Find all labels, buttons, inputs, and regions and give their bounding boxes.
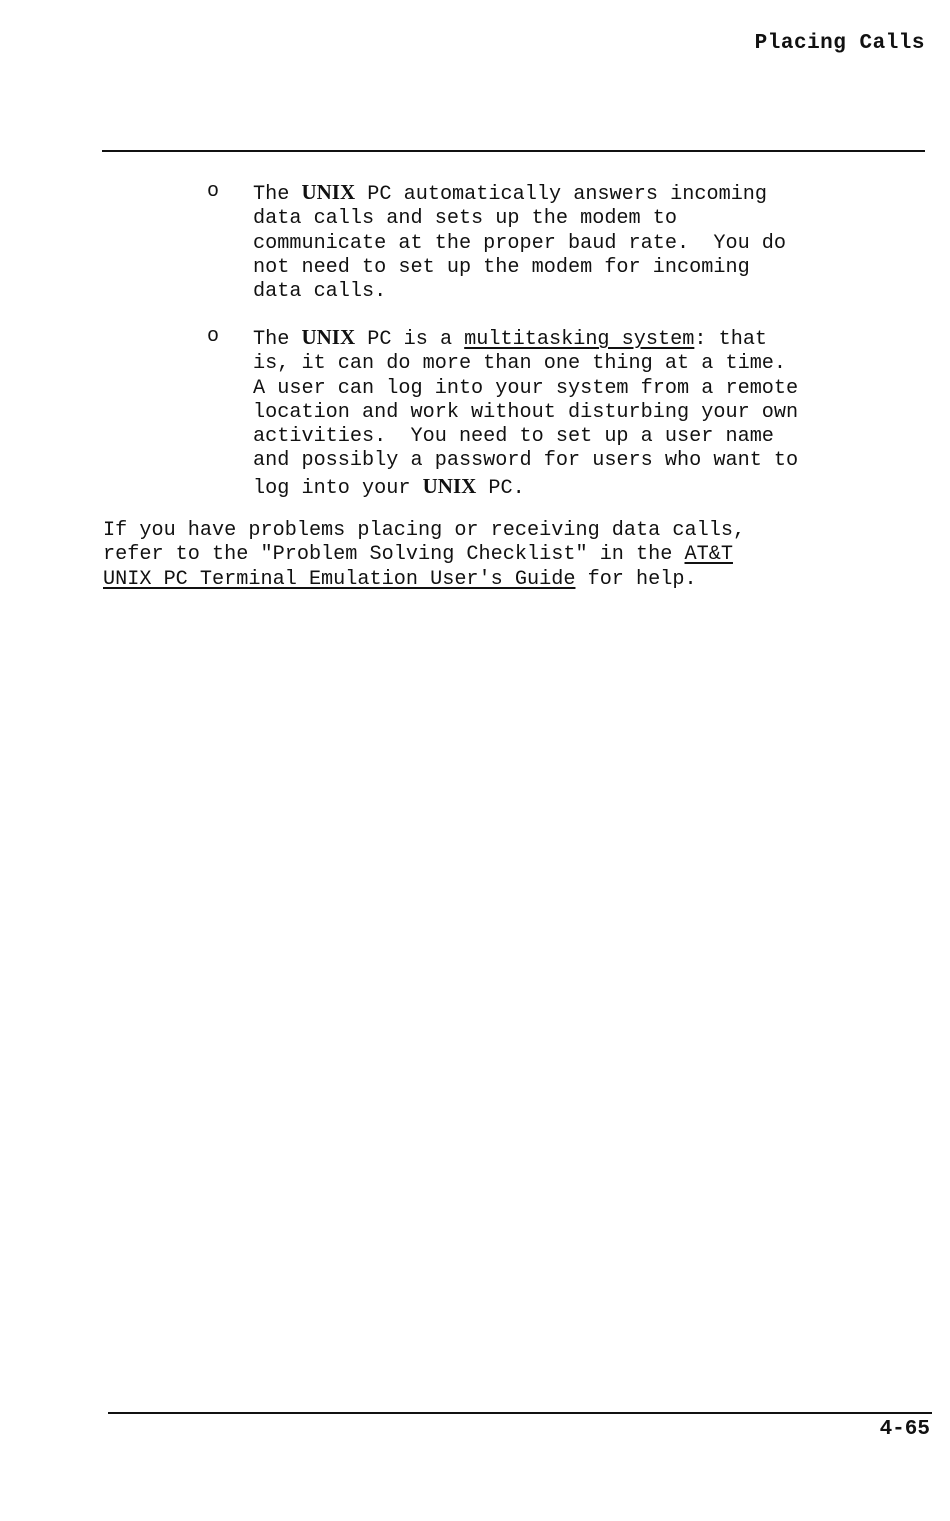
header-divider bbox=[102, 150, 925, 152]
unix-term: UNIX bbox=[422, 473, 477, 498]
multitasking-system-term: multitasking system bbox=[464, 328, 695, 351]
page-number: 4-65 bbox=[879, 1418, 930, 1441]
text-run: PC. bbox=[476, 476, 525, 500]
text-run: : that bbox=[694, 328, 768, 351]
text-run: The bbox=[253, 328, 302, 351]
unix-term: UNIX bbox=[301, 325, 356, 349]
bullet-paragraph-multitasking bbox=[253, 325, 933, 501]
text-run: The bbox=[253, 183, 302, 206]
unix-term: UNIX bbox=[301, 180, 356, 204]
footer-divider bbox=[108, 1412, 932, 1414]
page-header-title: Placing Calls bbox=[754, 32, 925, 55]
text-run: If you have problems placing or receiving data calls, refer to the "Problem Solving Checklist" in the bbox=[103, 519, 746, 567]
text-run: is, it can do more than one thing at a time. A user can log into your system from a remote location and work without disturbing your own activities. You need to set up a user name and possibly a password for users who want to log into your bbox=[253, 352, 799, 500]
text-run: PC automatically answers incoming bbox=[355, 183, 768, 206]
guide-title: UNIX PC Terminal Emulation User's Guide bbox=[103, 567, 576, 591]
text-run: for help. bbox=[575, 567, 697, 591]
bullet-marker: o bbox=[207, 325, 220, 348]
bullet-marker: o bbox=[207, 180, 220, 203]
bullet-paragraph-auto-answer bbox=[253, 180, 933, 304]
text-run: PC is a bbox=[355, 328, 465, 351]
closing-paragraph bbox=[103, 519, 933, 592]
guide-title: AT&T bbox=[684, 543, 733, 567]
text-run: data calls and sets up the modem to communicate at the proper baud rate. You do not need to set up the modem for incoming data calls. bbox=[253, 207, 787, 304]
